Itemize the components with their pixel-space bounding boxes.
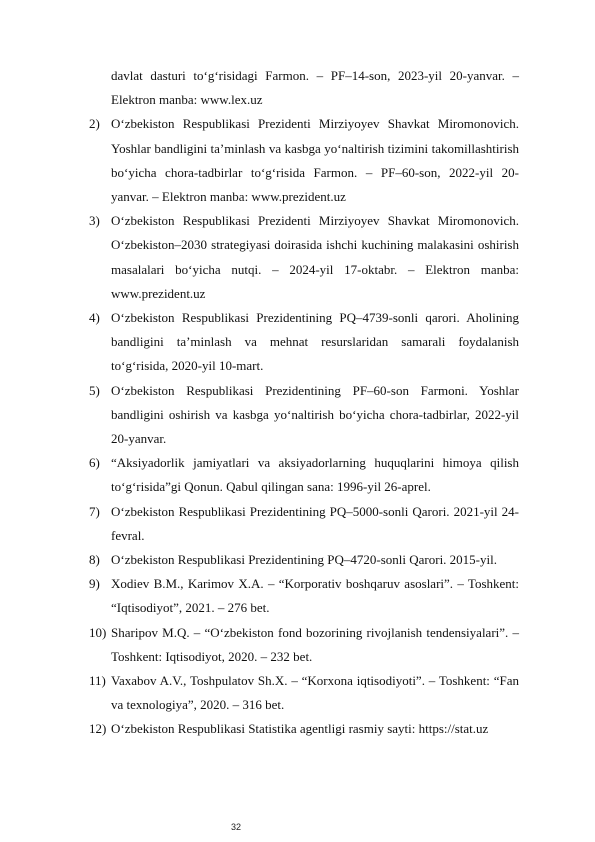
reference-text: O‘zbekiston Respublikasi Prezidentining PQ–4739-sonli qarori. Aholining bandligini ta’minlash va mehnat resurslaridan samarali foydalanish to‘g‘risida, 2020-yil 10-mart.: [111, 310, 519, 374]
reference-item: [89, 500, 519, 548]
page-number: 32: [231, 822, 242, 832]
reference-item: [89, 306, 519, 379]
reference-number: 9): [89, 576, 100, 592]
reference-text: Sharipov M.Q. – “O‘zbekiston fond bozorining rivojlanish tendensiyalari”. – Toshkent: Iqtisodiyot, 2020. – 232 bet.: [111, 624, 519, 664]
reference-text: O‘zbekiston Respublikasi Prezidentining PQ–5000-sonli Qarori. 2021-yil 24-fevral.: [111, 503, 519, 543]
reference-item: [89, 451, 519, 499]
reference-item: [89, 621, 519, 669]
reference-continuation: davlat dasturi to‘g‘risidagi Farmon. – PF–14-son, 2023-yil 20-yanvar. – Elektron manba: www.lex.uz: [111, 68, 519, 108]
reference-text: “Aksiyadorlik jamiyatlari va aksiyadorlarning huquqlarini himoya qilish to‘g‘risida”gi Qonun. Qabul qilingan sana: 1996-yil 26-aprel.: [111, 455, 519, 495]
reference-number: 5): [89, 382, 100, 398]
reference-item: [89, 572, 519, 620]
reference-text: O‘zbekiston Respublikasi Prezidentining PQ–4720-sonli Qarori. 2015-yil.: [111, 552, 497, 568]
reference-text: O‘zbekiston Respublikasi Prezidenti Mirziyoyev Shavkat Miromonovich. Yoshlar bandligini ta’minlash va kasbga yo‘naltirish tizimini takomillashtirish bo‘yicha chora-tadbirlar to‘g‘risida Farmon. – PF–60-son, 2022-yil 20-yanvar. – Elektron manba: www.prezident.uz: [111, 116, 519, 205]
reference-number: 3): [89, 213, 100, 229]
reference-item: [89, 112, 519, 209]
reference-number: 7): [89, 503, 100, 519]
reference-number: 11): [89, 673, 106, 689]
reference-list: [89, 64, 519, 742]
reference-text: O‘zbekiston Respublikasi Prezidenti Mirziyoyev Shavkat Miromonovich. O‘zbekiston–2030 strategiyasi doirasida ishchi kuchining malakasini oshirish masalalari bo‘yicha nutqi. – 2024-yil 17-oktabr. – Elektron manba: www.prezident.uz: [111, 213, 519, 301]
reference-number: 8): [89, 552, 100, 568]
reference-item: [89, 717, 519, 741]
reference-text: Xodiev B.M., Karimov X.A. – “Korporativ boshqaruv asoslari”. – Toshkent: “Iqtisodiyot”, 2021. – 276 bet.: [111, 576, 519, 616]
reference-text: O‘zbekiston Respublikasi Statistika agentligi rasmiy sayti: https://stat.uz: [111, 721, 489, 737]
reference-item: [89, 209, 519, 306]
reference-number: 12): [89, 721, 107, 737]
reference-number: 10): [89, 624, 107, 640]
reference-item: [89, 669, 519, 717]
reference-text: Vaxabov A.V., Toshpulatov Sh.X. – “Korxona iqtisodiyoti”. – Toshkent: “Fan va texnologiya”, 2020. – 316 bet.: [111, 673, 519, 713]
reference-item: [89, 548, 519, 572]
reference-number: 4): [89, 310, 100, 326]
reference-number: 6): [89, 455, 100, 471]
reference-number: 2): [89, 116, 100, 132]
reference-text: O‘zbekiston Respublikasi Prezidentining PF–60-son Farmoni. Yoshlar bandligini oshirish va kasbga yo‘naltirish bo‘yicha chora-tadbirlar, 2022-yil 20-yanvar.: [111, 382, 519, 447]
reference-item: [89, 379, 519, 452]
